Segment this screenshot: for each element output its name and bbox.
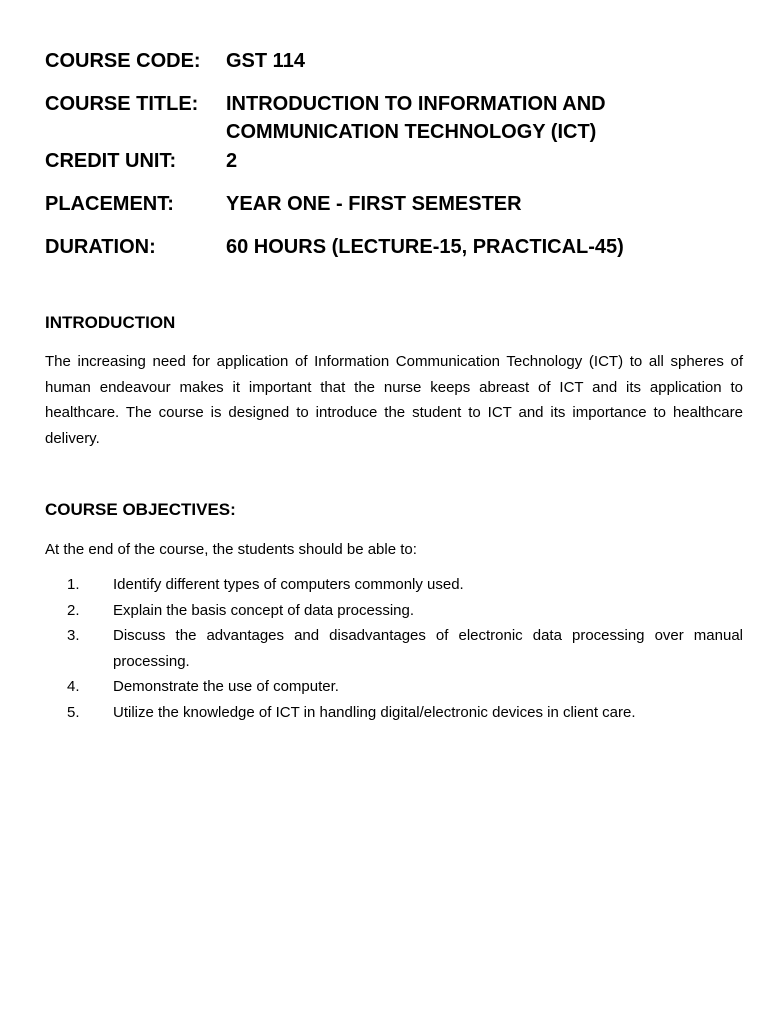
list-item: [45, 572, 743, 598]
introduction-paragraph: The increasing need for application of Information Communication Technology (ICT) to all spheres of human endeavour makes it important that the nurse keeps abreast of ICT and its application to healthcare. The course is designed to introduce the student to ICT and its importance to healthcare delivery.: [45, 353, 743, 447]
course-title-label: COURSE TITLE:: [45, 93, 199, 115]
course-title-line-1: INTRODUCTION TO INFORMATION AND: [226, 93, 606, 115]
list-item-number: 2.: [67, 601, 80, 619]
list-item: [45, 674, 743, 700]
list-item-text: Utilize the knowledge of ICT in handling digital/electronic devices in client care.: [113, 703, 636, 721]
list-item-number: 3.: [67, 627, 80, 644]
list-item-text: Identify different types of computers commonly used.: [113, 576, 464, 593]
credit-unit-value: 2: [226, 150, 238, 172]
placement-value: YEAR ONE - FIRST SEMESTER: [226, 193, 522, 215]
course-code-value: GST 114: [226, 50, 305, 72]
credit-unit-label: CREDIT UNIT:: [45, 150, 177, 172]
list-item-text: Demonstrate the use of computer.: [113, 678, 339, 695]
list-item-text: Discuss the advantages and disadvantages of electronic data processing over manual processing.: [113, 627, 743, 670]
placement-label: PLACEMENT:: [45, 193, 174, 215]
course-code-label: COURSE CODE:: [45, 50, 201, 72]
list-item-number: 5.: [67, 703, 80, 721]
list-item: [45, 623, 743, 674]
objectives-list: [45, 572, 743, 725]
list-item: [45, 598, 743, 624]
course-title-value: [226, 90, 606, 146]
list-item: [45, 700, 743, 726]
list-item-text: Explain the basis concept of data processing.: [113, 601, 415, 619]
introduction-heading: INTRODUCTION: [45, 313, 176, 332]
duration-label: DURATION:: [45, 236, 156, 258]
objectives-heading: COURSE OBJECTIVES:: [45, 500, 236, 519]
list-item-number: 4.: [67, 678, 80, 695]
objectives-lead-text: At the end of the course, the students should be able to:: [45, 541, 417, 558]
duration-value: 60 HOURS (LECTURE-15, PRACTICAL-45): [226, 236, 624, 258]
list-item-number: 1.: [67, 576, 80, 593]
course-title-line-2: COMMUNICATION TECHNOLOGY (ICT): [226, 121, 597, 143]
